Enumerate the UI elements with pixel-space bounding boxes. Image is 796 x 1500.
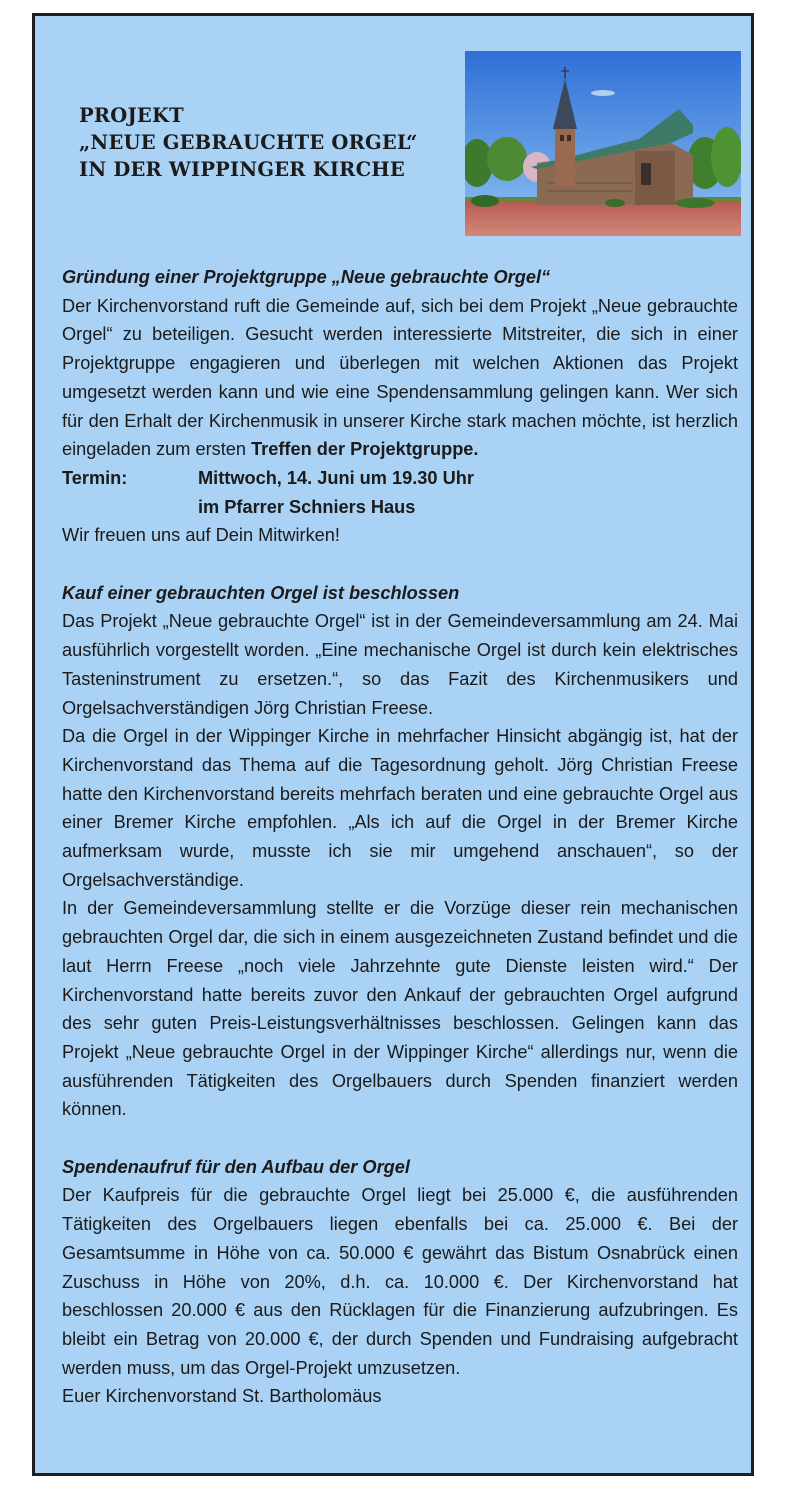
termin-label: Termin: bbox=[62, 467, 128, 488]
signature: Euer Kirchenvorstand St. Bartholomäus bbox=[62, 1386, 382, 1407]
spenden-paragraph: Der Kaufpreis für die gebrauchte Orgel liegt bei 25.000 €, die ausführenden Tätigkeiten des Orgelbauers liegen ebenfalls bei ca. 25.000 €. Bei der Gesamtsumme in Höhe von ca. 50.000 € gewährt das Bistum Osnabrück einen Zuschuss in Höhe von 20%, d.h. ca. 10.000 €. Der Kirchenvorstand hat beschlossen 20.000 € aus den Rücklagen für die Finanzierung aufzubringen. Es bleibt ein Betrag von 20.000 €, der durch Spenden und Fundraising aufgebracht werden muss, um das Orgel-Projekt umzusetzen. bbox=[62, 1185, 738, 1378]
gruendung-closing: Wir freuen uns auf Dein Mitwirken! bbox=[62, 525, 340, 546]
section-spenden bbox=[62, 1153, 738, 1411]
kauf-paragraph-3: In der Gemeindeversammlung stellte er die Vorzüge dieser rein mechanischen gebrauchten Orgel dar, die sich in einem ausgezeichneten Zustand befindet und die laut Herrn Freese „noch viele Jahrzehnte gute Dienste leisten wird.“ Der Kirchenvorstand hatte bereits zuvor den Ankauf der gebrauchten Orgel aufgrund des sehr guten Preis-Leistungsverhältnisses beschlossen. Gelingen kann das Projekt „Neue gebrauchte Orgel in der Wippinger Kirche“ allerdings nur, wenn die ausführenden Tätigkeiten des Orgelbauers durch Spenden finanziert werden können. bbox=[62, 898, 738, 1120]
gruendung-paragraph bbox=[62, 292, 738, 464]
church-photo bbox=[465, 51, 741, 236]
kauf-paragraph-1: Das Projekt „Neue gebrauchte Orgel“ ist in der Gemeindeversammlung am 24. Mai ausführlich vorgestellt worden. „Eine mechanische Orgel ist durch kein elektrisches Tasteninstrument zu ersetzen.“, so das Fazit des Kirchenmusikers und Orgelsachverständigen Jörg Christian Freese. bbox=[62, 611, 738, 718]
gruendung-text-bold: Treffen der Projektgruppe. bbox=[251, 439, 479, 460]
termin-row-1 bbox=[62, 464, 738, 493]
section-heading-kauf: Kauf einer gebrauchten Orgel ist beschlossen bbox=[62, 582, 460, 603]
page-title bbox=[79, 102, 418, 183]
section-gruendung bbox=[62, 263, 738, 550]
flyer-frame bbox=[32, 13, 754, 1476]
flyer-body bbox=[62, 263, 738, 1411]
title-line-2: „NEUE GEBRAUCHTE ORGEL“ bbox=[79, 131, 418, 154]
kauf-paragraph-2: Da die Orgel in der Wippinger Kirche in mehrfacher Hinsicht abgängig ist, hat der Kirchenvorstand das Thema auf die Tagesordnung geholt. Jörg Christian Freese hatte den Kirchenvorstand bereits mehrfach beraten und eine gebrauchte Orgel aus einer Bremer Kirche empfohlen. „Als ich auf die Orgel in der Bremer Kirche aufmerksam wurde, musste ich sie mir umgehend anschauen“, so der Orgelsachverständige. bbox=[62, 726, 738, 890]
termin-row-2 bbox=[62, 493, 738, 522]
termin-spacer bbox=[62, 493, 198, 522]
termin-date: Mittwoch, 14. Juni um 19.30 Uhr bbox=[198, 467, 474, 488]
title-line-1: PROJEKT bbox=[79, 104, 184, 127]
gruendung-text: Der Kirchenvorstand ruft die Gemeinde auf, sich bei dem Projekt „Neue gebrauchte Orgel“ zu beteiligen. Gesucht werden interessierte Mitstreiter, die sich in einer Projektgruppe engagieren und überlegen mit welchen Aktionen das Projekt umgesetzt werden kann und wie eine Spendensammlung gelingen kann. Wer sich für den Erhalt der Kirchenmusik in unserer Kirche stark machen möchte, ist herzlich eingeladen zum ersten bbox=[62, 295, 738, 460]
section-kauf bbox=[62, 579, 738, 1124]
termin-location: im Pfarrer Schniers Haus bbox=[198, 496, 416, 517]
section-heading-spenden: Spendenaufruf für den Aufbau der Orgel bbox=[62, 1156, 410, 1177]
section-heading-gruendung: Gründung einer Projektgruppe „Neue gebrauchte Orgel“ bbox=[62, 267, 551, 287]
title-line-3: IN DER WIPPINGER KIRCHE bbox=[79, 158, 405, 181]
